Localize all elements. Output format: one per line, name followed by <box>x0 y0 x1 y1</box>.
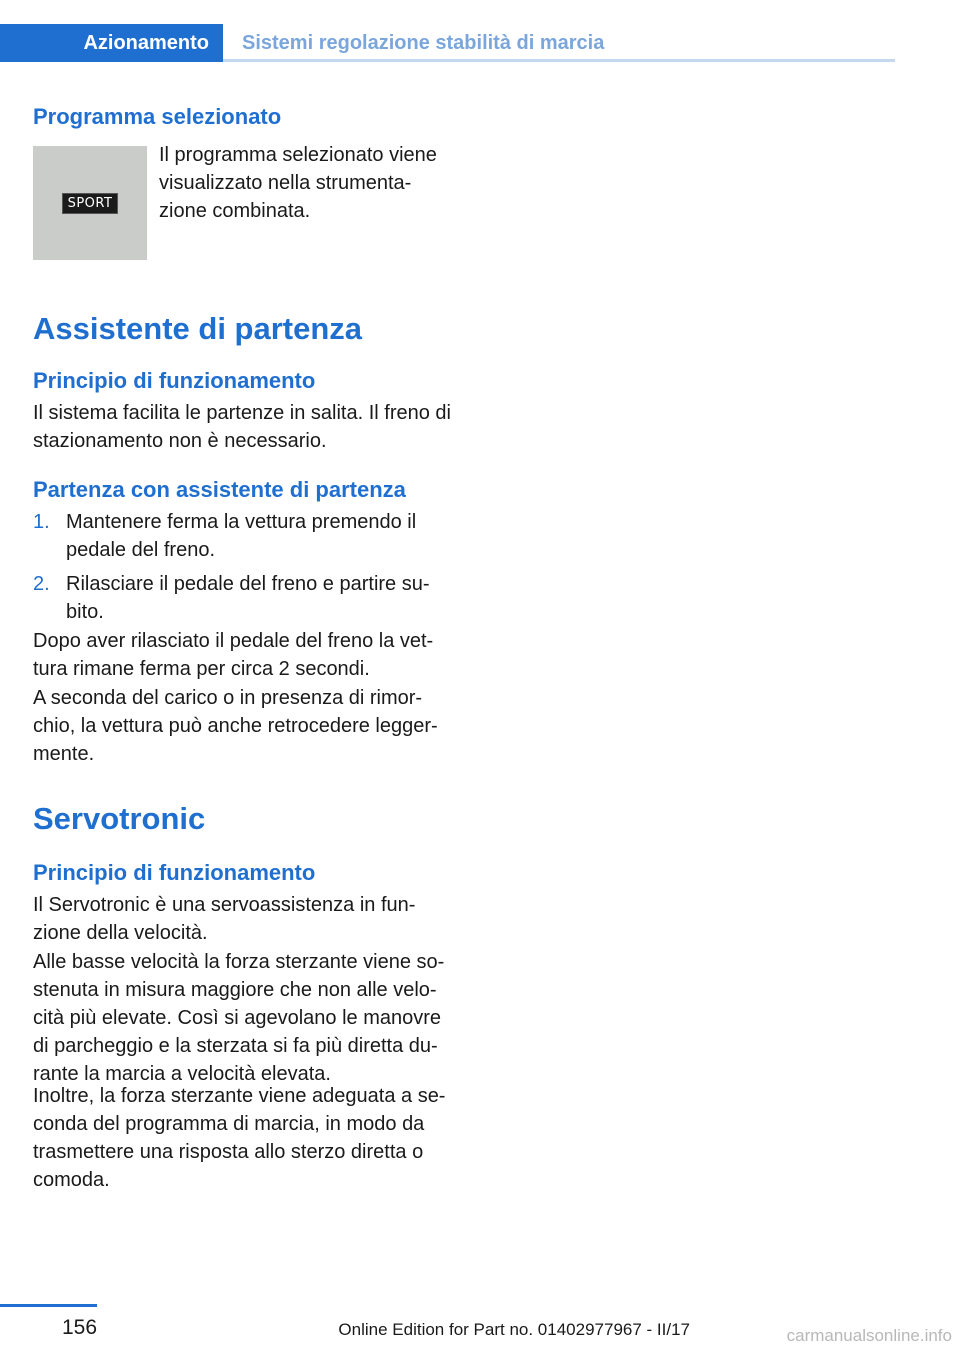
header-rule <box>223 59 895 62</box>
assistente-para-2: A seconda del carico o in presenza di rimor-chio, la vettura può anche retrocedere legger-mente. <box>33 687 438 765</box>
servotronic-para-3: Inoltre, la forza sterzante viene adeguata a se-conda del programma di marcia, in modo da trasmettere una risposta allo sterzo diretta o comoda. <box>33 1085 446 1191</box>
servotronic-title: Servotronic <box>33 801 206 836</box>
step-number: 1. <box>33 511 50 533</box>
chapter-title: Sistemi regolazione stabilità di marcia <box>242 32 605 54</box>
assistente-principio-heading: Principio di funzionamento <box>33 368 316 393</box>
list-item <box>33 508 451 564</box>
step-text: Rilasciare il pedale del freno e partire su-bito. <box>66 573 430 623</box>
edition-note: Online Edition for Part no. 01402977967 - II/17 <box>338 1320 690 1339</box>
assistente-principio-text: Il sistema facilita le partenze in salita. Il freno di stazionamento non è necessario. <box>33 402 451 452</box>
programma-text: Il programma selezionato viene visualizzato nella strumenta-zione combinata. <box>159 144 437 222</box>
programma-heading: Programma selezionato <box>33 104 282 129</box>
partenza-heading: Partenza con assistente di partenza <box>33 477 406 502</box>
servotronic-principio-heading: Principio di funzionamento <box>33 860 316 885</box>
sport-indicator-image <box>33 146 147 260</box>
servotronic-para-2: Alle basse velocità la forza sterzante viene so-stenuta in misura maggiore che non alle velo-cità più elevate. Così si agevolano le manovre di parcheggio e la sterzata si fa più diretta du-rante la marcia a velocità elevata. <box>33 951 445 1085</box>
page-header <box>0 24 895 62</box>
servotronic-para-1: Il Servotronic è una servoassistenza in fun-zione della velocità. <box>33 894 416 944</box>
watermark: carmanualsonline.info <box>786 1326 952 1345</box>
sport-indicator-label: SPORT <box>62 193 119 214</box>
section-tab: Azionamento <box>0 24 223 62</box>
step-number: 2. <box>33 573 50 595</box>
assistente-title: Assistente di partenza <box>33 311 363 346</box>
step-text: Mantenere ferma la vettura premendo il pedale del freno. <box>66 511 417 561</box>
list-item <box>33 570 451 626</box>
partenza-steps <box>33 508 451 632</box>
assistente-para-1: Dopo aver rilasciato il pedale del freno la vet-tura rimane ferma per circa 2 secondi. <box>33 630 434 680</box>
page-number: 156 <box>62 1316 98 1339</box>
footer-rule <box>0 1304 97 1307</box>
